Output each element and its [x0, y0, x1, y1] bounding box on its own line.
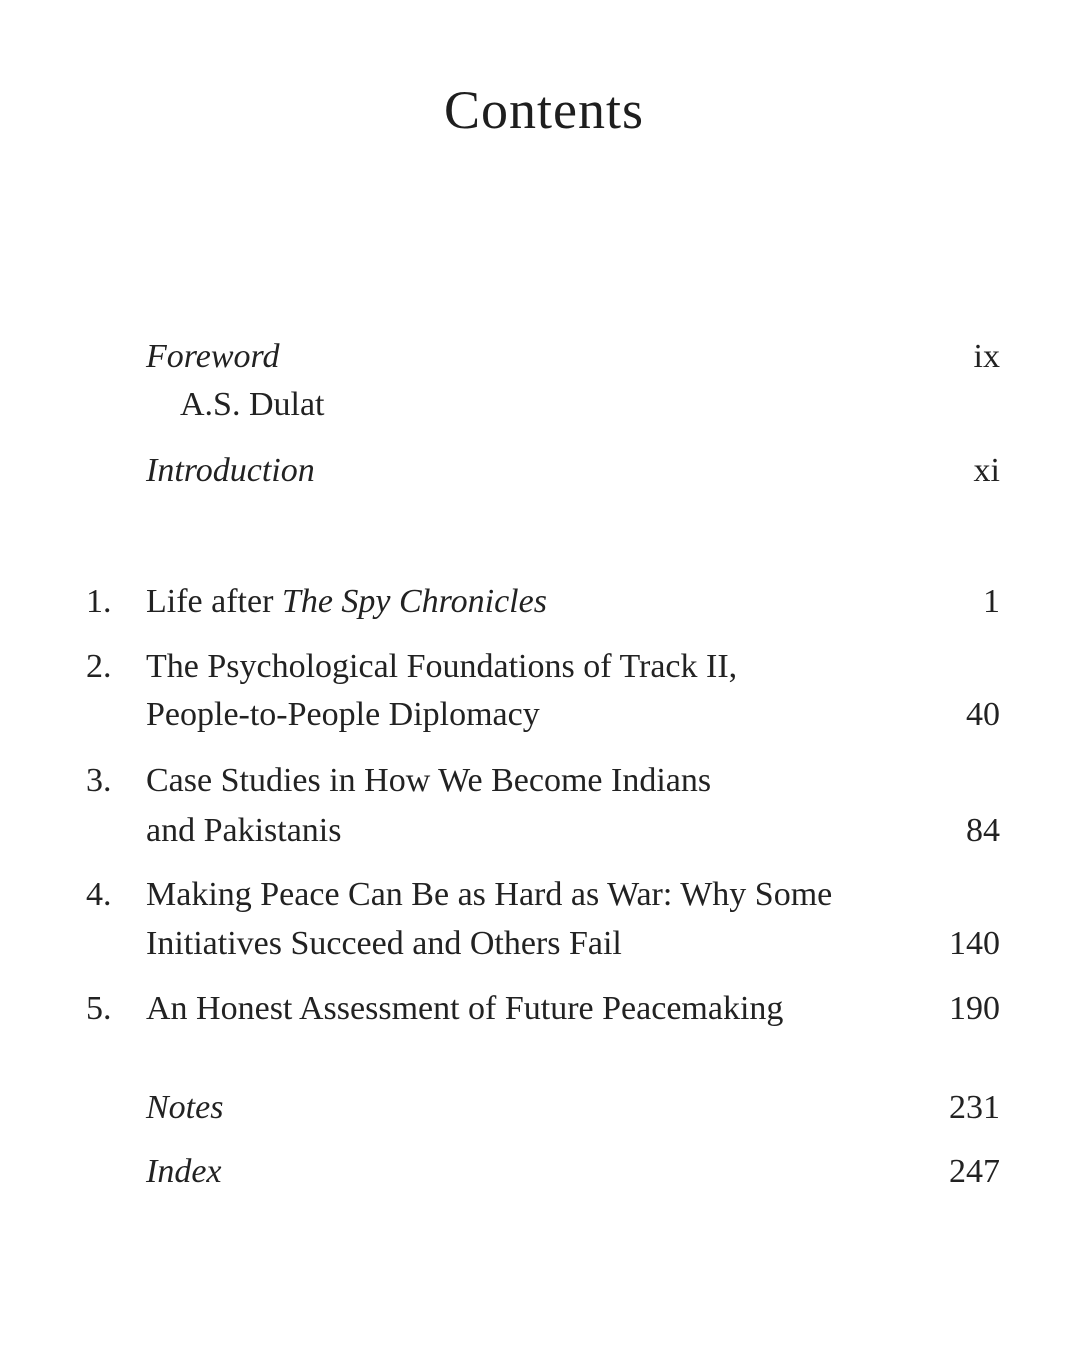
toc-entry-label: Notes	[146, 1089, 224, 1126]
toc-chapter-number: 3.	[86, 762, 112, 799]
page-title: Contents	[443, 80, 644, 140]
toc-page-number: xi	[973, 452, 1000, 489]
toc-page-number: 84	[966, 812, 1000, 849]
toc-page-number: 1	[983, 583, 1000, 620]
toc-chapter-number: 5.	[86, 990, 112, 1027]
toc-entry-label-line-1: Case Studies in How We Become Indians	[146, 762, 712, 799]
toc-chapter-number: 4.	[86, 876, 112, 913]
toc-entry-label-line-1: Making Peace Can Be as Hard as War: Why Some	[146, 876, 833, 913]
toc-entry-label-italic: The Spy Chronicles	[281, 583, 547, 620]
toc-page-number: 140	[949, 925, 1000, 962]
toc-entry-label-line-1: The Psychological Foundations of Track II,	[146, 648, 738, 685]
toc-entry-label-line-2: Initiatives Succeed and Others Fail	[146, 925, 622, 962]
toc-entry-label-line-2: People-to-People Diplomacy	[146, 696, 540, 733]
toc-chapter-number: 2.	[86, 648, 112, 685]
toc-chapter-number: 1.	[86, 583, 112, 620]
toc-entry-label	[146, 577, 547, 627]
toc-page-number: 190	[949, 990, 1000, 1027]
toc-entry-label-line-2: and Pakistanis	[146, 812, 342, 849]
toc-page-number: ix	[973, 338, 1000, 375]
toc-page-number: 247	[949, 1153, 1000, 1190]
toc-entry-label: Index	[146, 1153, 222, 1190]
toc-entry-author: A.S. Dulat	[180, 386, 325, 423]
toc-entry-label-prefix: Life after	[146, 583, 282, 620]
toc-page-number: 231	[949, 1089, 1000, 1126]
toc-entry-label: Foreword	[146, 338, 280, 375]
toc-page-number: 40	[966, 696, 1000, 733]
toc-entry-label: An Honest Assessment of Future Peacemaking	[146, 990, 784, 1027]
toc-entry-label: Introduction	[146, 452, 315, 489]
